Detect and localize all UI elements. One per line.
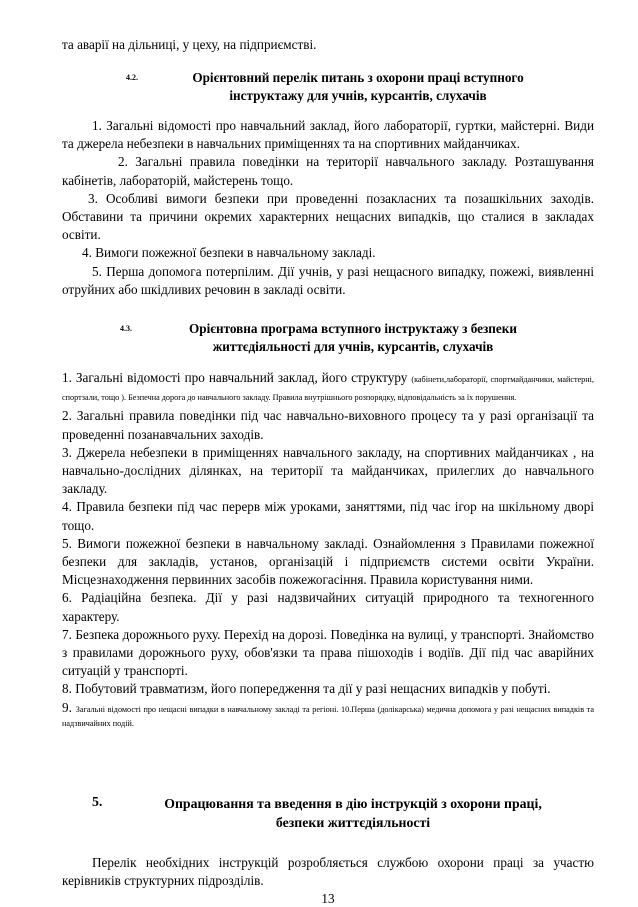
list-item: 6. Радіаційна безпека. Дії у разі надзвичайних ситуацій природного та техногенного характеру. [62, 590, 594, 624]
list-4-3 [62, 369, 594, 729]
section-4-3-title-line2: життєдіяльності для учнів, курсантів, слухачів [212, 339, 494, 355]
list-item: 1. Загальні відомості про навчальний заклад, його лабораторії, гуртки, майстерні. Види та джерела небезпеки в навчальних приміщеннях та на спортивних майданчиках. [62, 118, 594, 152]
list-item [62, 701, 594, 729]
list-item: 4. Вимоги пожежної безпеки в навчальному закладі. [82, 245, 376, 261]
page-number: 13 [321, 891, 335, 906]
section-5-heading [62, 794, 594, 832]
list-4-2 [62, 117, 594, 299]
list-item: 2. Загальні правила поведінки на території навчального закладу. Розташування кабінетів, лабораторій, майстерень тощо. [62, 154, 594, 188]
section-4-2-title-line2: інструктажу для учнів, курсантів, слухачів [229, 88, 487, 104]
list-item: 8. Побутовий травматизм, його попередження та дії у разі нещасних випадків у побуті. [62, 681, 551, 697]
list-item: 3. Джерела небезпеки в приміщеннях навчального закладу, на спортивних майданчиках , на навчально-дослідних ділянках, на території та майданчиках, прилеглих до навчального закладу. [62, 444, 594, 497]
list-item-small: (кабінети,лабораторії, спортмайданчики, майстерні, спортзали, тощо ). Безпечна дорога до навчального закладу. Правила внутрішнього розпорядку, відповідальність за їх порушення. [62, 375, 594, 403]
section-4-2-title-line1: Орієнтовний перелік питань з охорони праці вступного [192, 70, 524, 85]
list-item: 4. Правила безпеки під час перерв між уроками, заняттями, під час ігор на шкільному дворі тощо. [62, 499, 594, 533]
section-5-number: 5. [92, 794, 103, 809]
list-item: 5. Вимоги пожежної безпеки в навчальному закладі. Ознайомлення з Правилами пожежної безпеки для закладів, установ, організацій і підприємств системи освіти України. Місцезнаходження первинних засобів пожежогасіння. Правила користування ними. [62, 535, 594, 588]
closing-paragraph: Перелік необхідних інструкцій розробляється службою охорони праці за участю керівників структурних підрозділів. [62, 855, 594, 889]
section-4-2-number: 4.2. [126, 73, 138, 82]
section-4-2-heading [62, 69, 594, 105]
section-4-3-title-line1: Орієнтовна програма вступного інструктажу з безпеки [189, 321, 517, 336]
list-item [62, 369, 594, 405]
section-4-3-heading [62, 320, 594, 356]
list-item-number: 9. [62, 699, 72, 715]
list-item-main: 1. Загальні відомості про навчальний заклад, його структуру [62, 370, 408, 385]
list-item-small: Загальні відомості про нещасні випадки в навчальному закладі та регіоні. 10.Перша (долікарська) медична допомога у разі нещасних випадків та надзвичайних подій. [62, 704, 594, 728]
list-item: 3. Особливі вимоги безпеки при проведенні позакласних та позашкільних заходів. Обставини та причини окремих характерних нещасних випадків, що сталися в закладах освіти. [62, 190, 594, 243]
list-item: 2. Загальні правила поведінки під час навчально-виховного процесу та у разі організації та проведенні позанавчальних заходів. [62, 408, 594, 442]
intro-line: та аварії на дільниці, у цеху, на підприємстві. [62, 37, 317, 52]
section-5-title-line2: безпеки життєдіяльності [275, 815, 431, 830]
list-item: 5. Перша допомога потерпілим. Дії учнів, у разі нещасного випадку, пожежі, виявленні отруйних або шкідливих речовин в закладі освіти. [62, 263, 594, 297]
section-5-title-line1: Опрацювання та введення в дію інструкцій з охорони праці, [164, 796, 542, 811]
list-item: 7. Безпека дорожнього руху. Перехід на дорозі. Поведінка на вулиці, у транспорті. Знайомство з правилами дорожнього руху, обов'язки та права пішоходів і водіїв. Дії під час аварійних ситуацій у транспорті. [62, 626, 594, 679]
section-4-3-number: 4.3. [120, 324, 132, 333]
